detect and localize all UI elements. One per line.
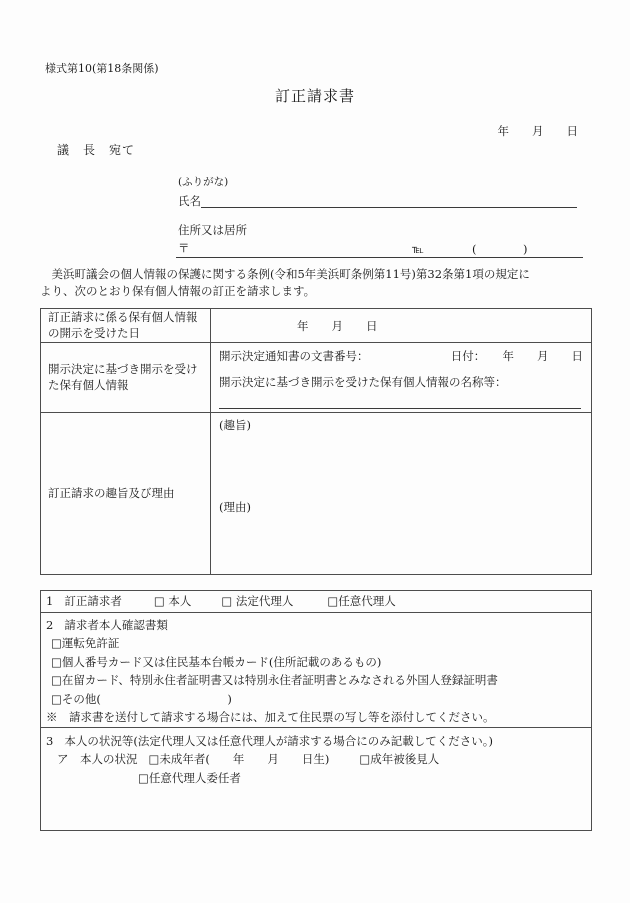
main-table: [40, 308, 592, 575]
principal-status-header: [46, 732, 586, 750]
disclosure-date-value: 年 月 日: [297, 318, 378, 333]
row-label-disclosure-date: 訂正請求に係る保有個人情報の開示を受けた日: [41, 309, 211, 342]
identity-label: 請求者本人確認書類: [64, 618, 168, 632]
checkbox-mynumber-card[interactable]: □個人番号カード又は住民基本台帳カード(住所記載のあるもの): [51, 654, 382, 669]
name-label: 氏名: [178, 194, 201, 208]
disclosure-date-cell[interactable]: [211, 309, 591, 342]
doc-number-label: 開示決定通知書の文書番号：: [219, 349, 369, 363]
checkbox-voluntary-delegator[interactable]: □任意代理人委任者: [138, 770, 241, 785]
date-field-top[interactable]: 年 月 日: [497, 124, 578, 138]
form-number: 様式第10(第18条関係): [45, 62, 159, 75]
purport-label: (趣旨): [219, 418, 251, 432]
info-name-label: 開示決定に基づき開示を受けた保有個人情報の名称等：: [219, 375, 507, 389]
checkbox-residence-card[interactable]: □在留カード、特別永住者証明書又は特別永住者証明書とみなされる外国人登録証明書: [51, 673, 498, 688]
checkbox-adult-ward[interactable]: □成年被後見人: [359, 752, 440, 767]
row-requester-type: [41, 591, 591, 613]
furigana-label: (ふりがな): [178, 176, 229, 188]
checkbox-drivers-license[interactable]: □運転免許証: [51, 636, 120, 651]
tel-paren-close: ): [523, 242, 528, 256]
name-field-row: [178, 191, 577, 208]
table-row-disclosure-date: [41, 309, 591, 343]
detail-table: [40, 590, 592, 831]
row-identity-documents: [41, 613, 591, 728]
intro-line-2: より、次のとおり保有個人情報の訂正を請求します。: [40, 284, 316, 298]
checkbox-other[interactable]: □その他( ): [51, 691, 232, 706]
info-name-input-line[interactable]: [219, 408, 581, 409]
intro-line-1: 美浜町議会の個人情報の保護に関する条例(令和5年美浜町条例第11号)第32条第1項の規定に: [40, 267, 530, 281]
address-input-line[interactable]: [176, 241, 583, 258]
tel-label: ℡: [412, 243, 424, 256]
table-row-purport-reason: [41, 413, 591, 574]
principal-status-options-line: [57, 750, 586, 768]
address-label: 住所又は居所: [178, 223, 247, 237]
checkbox-voluntary-representative[interactable]: □任意代理人: [327, 594, 396, 608]
requester-label: 訂正請求者: [64, 594, 122, 608]
requester-number: 1: [46, 594, 54, 608]
identity-documents-header: [46, 616, 586, 634]
intro-paragraph: [40, 266, 592, 300]
tel-paren-open: (: [472, 242, 477, 256]
purport-reason-cell[interactable]: [211, 413, 591, 574]
principal-status-number: 3: [46, 734, 54, 748]
checkbox-self[interactable]: □ 本人: [153, 594, 192, 608]
row-principal-status: [41, 728, 591, 830]
checkbox-minor[interactable]: □未成年者( 年 月 日生): [148, 752, 330, 767]
table-row-disclosed-info: [41, 343, 591, 413]
mailing-note: ※ 請求書を送付して請求する場合には、加えて住民票の写し等を添付してください。: [46, 710, 495, 725]
disclosed-info-cell: [211, 343, 591, 412]
page-title: 訂正請求書: [274, 87, 355, 105]
name-input-line[interactable]: [201, 193, 577, 208]
addressee-label: 議 長 宛て: [57, 143, 136, 157]
principal-status-label: 本人の状況等(法定代理人又は任意代理人が請求する場合にのみ記載してください。): [64, 734, 494, 748]
row-label-disclosed-info: 開示決定に基づき開示を受けた保有個人情報: [41, 343, 211, 412]
reason-label: (理由): [219, 500, 251, 514]
checkbox-legal-representative[interactable]: □ 法定代理人: [221, 594, 294, 608]
principal-status-sub-label: ア 本人の状況: [57, 752, 138, 767]
postal-mark: 〒: [178, 241, 190, 255]
identity-number: 2: [46, 618, 54, 632]
doc-date-label[interactable]: 日付： 年 月 日: [450, 349, 583, 363]
row-label-purport-reason: 訂正請求の趣旨及び理由: [41, 413, 211, 574]
